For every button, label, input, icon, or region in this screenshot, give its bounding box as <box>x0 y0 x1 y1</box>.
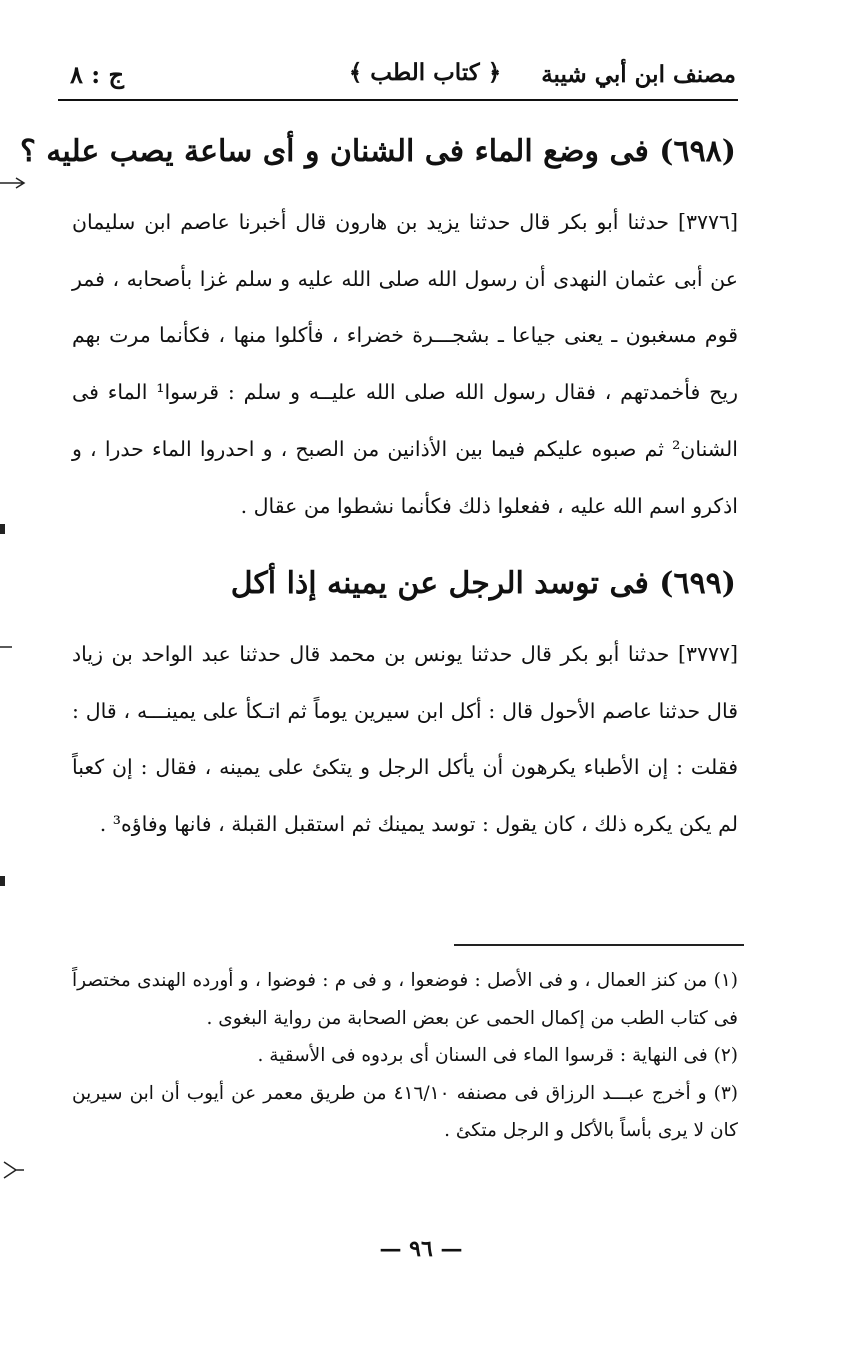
scan-edge-mark-icon <box>0 522 8 536</box>
footnotes <box>72 962 738 1150</box>
scan-edge-mark-icon <box>0 1160 26 1180</box>
hadith-3777-text: [٣٧٧٧] حدثنا أبو بكر قال حدثنا يونس بن محمد قال حدثنا عبد الواحد بن زياد قال حدثنا عاصم الأحول قال : أكل ابن سيرين يوماً ثم اتـكأ على يمينـــه ، قال : فقلت : إن الأطباء يكرهون أن يأكل الرجل و يتكئ على يمينه ، فقال : إن كعباً لم يكن يكره ذلك ، كان يقول : توسد يمينك ثم استقبل القبلة ، فانها وفاؤه³ . <box>72 642 738 837</box>
footnote-2: (٢) فى النهاية : قرسوا الماء فى السنان أى بردوه فى الأسقية . <box>257 1045 738 1066</box>
running-header-book-title: مصنف ابن أبي شيبة <box>541 61 736 88</box>
page-number: — ٩٦ — <box>379 1236 463 1262</box>
running-header-chapter: ﴿ كتاب الطب ﴾ <box>348 59 502 86</box>
scan-edge-mark-icon <box>0 640 14 654</box>
scan-edge-mark-icon <box>0 176 26 190</box>
footnote-3: (٣) و أخرج عبـــد الرزاق فى مصنفه ٤١٦/١٠ من طريق معمر عن أيوب أن ابن سيرين كان لا يرى بأساً بالأكل و الرجل متكئ . <box>72 1082 738 1141</box>
hadith-3776-text: [٣٧٧٦] حدثنا أبو بكر قال حدثنا يزيد بن هارون قال أخبرنا عاصم ابن سليمان عن أبى عثمان النهدى أن رسول الله صلى الله عليه و سلم غزا بأصحابه ، فمر قوم مسغبون ـ يعنى جياعا ـ بشجـــرة خضراء ، فأكلوا منها ، فكأنما مرت بهم ريح فأخمدتهم ، فقال رسول الله صلى الله عليــه و سلم : قرسوا¹ الماء فى الشنان² ثم صبوه عليكم فيما بين الأذانين من الصبح ، و احدروا الماء حدرا ، و اذكرو اسم الله عليه ، ففعلوا ذلك فكأنما نشطوا من عقال . <box>72 210 738 518</box>
scan-edge-mark-icon <box>0 874 8 888</box>
section-heading-699: (٦٩٩) فى توسد الرجل عن يمينه إذا أكل <box>230 566 736 601</box>
running-header-volume: ج : ٨ <box>70 60 124 89</box>
footnote-1: (١) من كنز العمال ، و فى الأصل : فوضعوا ، و فى م : فوضوا ، و أورده الهندى مختصراً فى كتاب الطب من إكمال الحمى عن بعض الصحابة من رواية البغوى . <box>72 970 738 1029</box>
section-heading-698: (٦٩٨) فى وضع الماء فى الشنان و أى ساعة يصب عليه ؟ <box>19 134 736 169</box>
header-rule <box>58 99 738 101</box>
footnote-separator <box>454 944 744 946</box>
